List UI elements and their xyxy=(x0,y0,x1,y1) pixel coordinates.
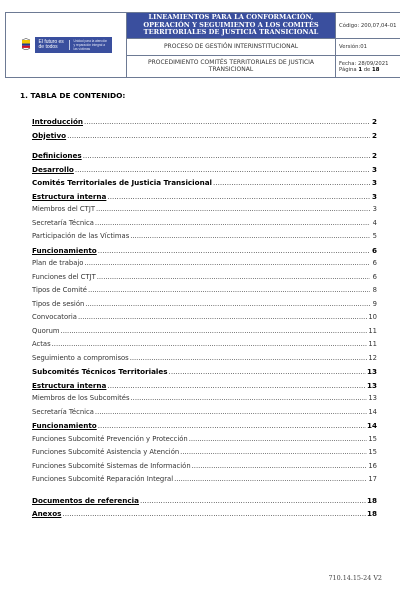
toc-page-number: 11 xyxy=(368,340,377,348)
toc-entry[interactable] xyxy=(32,394,377,408)
toc-entry[interactable] xyxy=(32,340,377,354)
toc-entry[interactable] xyxy=(32,246,377,260)
toc-entry[interactable] xyxy=(32,232,377,246)
toc-entry-title: Estructura interna xyxy=(32,380,107,390)
toc-dot-leader xyxy=(95,219,370,227)
toc-entry[interactable] xyxy=(32,117,377,131)
procedure-name: PROCEDIMIENTO COMITÉS TERRITORIALES DE JUSTICIA TRANSICIONAL xyxy=(127,56,336,78)
document-version: Versión:01 xyxy=(336,39,400,56)
toc-entry[interactable] xyxy=(32,286,377,300)
toc-entry[interactable] xyxy=(32,354,377,368)
toc-entry[interactable] xyxy=(32,408,377,422)
toc-dot-leader xyxy=(98,421,366,430)
toc-page-number: 18 xyxy=(366,495,377,505)
toc-entry[interactable] xyxy=(32,509,377,523)
toc-entry-title: Miembros de los Subcomités xyxy=(32,394,130,402)
document-header xyxy=(5,12,400,78)
toc-page-number: 3 xyxy=(372,205,377,213)
toc-dot-leader xyxy=(130,232,370,240)
toc-dot-leader xyxy=(84,117,370,126)
toc-entry-title: Funcionamiento xyxy=(32,245,97,255)
toc-page-number: 2 xyxy=(371,130,377,140)
document-code: Código: 200,07,04-01 xyxy=(336,13,400,39)
toc-entry[interactable] xyxy=(32,496,377,510)
toc-page-number: 6 xyxy=(372,272,377,281)
toc-page-number: 17 xyxy=(368,475,377,483)
toc-entry[interactable] xyxy=(32,178,377,192)
toc-entry-title: Secretaría Técnica xyxy=(32,407,94,416)
toc-entry-title: Funciones del CTJT xyxy=(32,272,96,281)
toc-entry-title: Quorum xyxy=(32,326,60,335)
toc-dot-leader xyxy=(98,246,370,255)
table-of-contents xyxy=(32,117,377,523)
toc-dot-leader xyxy=(75,165,370,174)
toc-dot-leader xyxy=(189,435,368,443)
toc-dot-leader xyxy=(96,205,370,213)
toc-page-number: 2 xyxy=(371,117,377,126)
colombia-crest-icon xyxy=(21,38,31,52)
toc-entry-title: Documentos de referencia xyxy=(32,495,139,505)
toc-entry[interactable] xyxy=(32,475,377,489)
toc-entry[interactable] xyxy=(32,367,377,381)
footer-code: 710.14.15-24 V2 xyxy=(328,574,382,582)
toc-entry-title: Definiciones xyxy=(32,151,82,160)
toc-entry[interactable] xyxy=(32,151,377,165)
toc-page-number: 8 xyxy=(372,286,377,294)
toc-dot-leader xyxy=(213,178,370,187)
toc-page-number: 4 xyxy=(372,218,377,227)
document-date: Fecha: 28/09/2021 xyxy=(339,60,389,67)
toc-dot-leader xyxy=(107,381,366,390)
logo-sub-text: Unidad para la atención y reparación integral a las víctimas xyxy=(73,39,108,51)
toc-entry[interactable] xyxy=(32,448,377,462)
toc-entry-title: Subcomités Técnicos Territoriales xyxy=(32,367,168,376)
toc-entry[interactable] xyxy=(32,219,377,233)
toc-page-number: 3 xyxy=(371,191,377,201)
toc-page-number: 3 xyxy=(371,178,377,187)
toc-entry-title: Funciones Subcomité Asistencia y Atención xyxy=(32,448,180,456)
toc-entry-title: Actas xyxy=(32,340,51,348)
toc-dot-leader xyxy=(83,151,370,160)
toc-entry-title: Funcionamiento xyxy=(32,421,97,430)
toc-dot-leader xyxy=(84,259,370,267)
toc-entry-title: Participación de las Víctimas xyxy=(32,232,130,240)
toc-page-number: 18 xyxy=(366,509,377,518)
toc-entry-title: Secretaría Técnica xyxy=(32,218,94,227)
toc-page-number: 5 xyxy=(372,232,377,240)
section-title: 1. TABLA DE CONTENIDO: xyxy=(20,91,126,100)
process-name: PROCESO DE GESTIÓN INTERINSTITUCIONAL xyxy=(127,39,336,56)
logo-divider xyxy=(69,40,70,50)
toc-entry-title: Introducción xyxy=(32,117,84,126)
toc-dot-leader xyxy=(180,448,367,456)
toc-dot-leader xyxy=(78,313,367,321)
toc-entry[interactable] xyxy=(32,300,377,314)
toc-dot-leader xyxy=(97,273,370,281)
toc-entry-title: Convocatoria xyxy=(32,313,77,321)
toc-entry[interactable] xyxy=(32,131,377,145)
page-indicator: Página 1 de 18 xyxy=(339,66,380,73)
logo-main-text: El futuro es de todos xyxy=(38,39,64,50)
toc-dot-leader xyxy=(62,509,366,518)
toc-dot-leader xyxy=(107,192,370,201)
toc-dot-leader xyxy=(174,475,367,483)
toc-dot-leader xyxy=(85,300,370,308)
toc-dot-leader xyxy=(61,327,368,335)
toc-page-number: 12 xyxy=(368,353,377,362)
logo-cell xyxy=(6,13,127,78)
toc-page-number: 10 xyxy=(368,313,377,321)
toc-entry[interactable] xyxy=(32,165,377,179)
toc-dot-leader xyxy=(88,286,370,294)
toc-dot-leader xyxy=(130,354,368,362)
toc-page-number: 13 xyxy=(366,367,377,376)
toc-page-number: 14 xyxy=(366,421,377,430)
toc-entry[interactable] xyxy=(32,192,377,206)
toc-entry-title: Anexos xyxy=(32,509,62,518)
toc-entry[interactable] xyxy=(32,259,377,273)
toc-entry-title: Funciones Subcomité Sistemas de Información xyxy=(32,461,191,470)
unit-logo xyxy=(35,37,112,53)
toc-entry[interactable] xyxy=(32,435,377,449)
toc-entry-title: Funciones Subcomité Reparación Integral xyxy=(32,475,174,483)
toc-entry[interactable] xyxy=(32,205,377,219)
toc-entry[interactable] xyxy=(32,273,377,287)
toc-page-number: 2 xyxy=(371,151,377,160)
toc-dot-leader xyxy=(192,462,368,470)
toc-entry[interactable] xyxy=(32,313,377,327)
toc-entry[interactable] xyxy=(32,462,377,476)
toc-entry[interactable] xyxy=(32,421,377,435)
toc-entry-title: Miembros del CTJT xyxy=(32,205,95,213)
toc-dot-leader xyxy=(52,340,368,348)
toc-dot-leader xyxy=(67,131,370,140)
toc-entry-title: Objetivo xyxy=(32,130,67,140)
toc-entry-title: Estructura interna xyxy=(32,191,107,201)
toc-page-number: 3 xyxy=(371,164,377,174)
toc-dot-leader xyxy=(169,367,366,376)
toc-page-number: 16 xyxy=(368,461,377,470)
toc-dot-leader xyxy=(140,496,366,505)
toc-dot-leader xyxy=(95,408,367,416)
toc-page-number: 13 xyxy=(368,394,377,402)
toc-page-number: 13 xyxy=(366,380,377,390)
toc-entry-title: Seguimiento a compromisos xyxy=(32,353,129,362)
toc-page-number: 6 xyxy=(372,259,377,267)
toc-page-number: 14 xyxy=(368,407,377,416)
toc-entry-title: Desarrollo xyxy=(32,164,74,174)
toc-page-number: 9 xyxy=(372,299,377,308)
toc-page-number: 6 xyxy=(371,245,377,255)
toc-entry[interactable] xyxy=(32,327,377,341)
toc-dot-leader xyxy=(131,394,368,402)
toc-entry-title: Tipos de sesión xyxy=(32,299,85,308)
toc-entry-title: Funciones Subcomité Prevención y Protección xyxy=(32,434,188,443)
toc-entry-title: Comités Territoriales de Justicia Transicional xyxy=(32,178,213,187)
toc-entry[interactable] xyxy=(32,381,377,395)
toc-page-number: 15 xyxy=(368,434,377,443)
document-title: LINEAMIENTOS PARA LA CONFORMACIÓN, OPERACIÓN Y SEGUIMIENTO A LOS COMITÉS TERRITORIALES DE JUSTICIA TRANSICIONAL xyxy=(127,13,336,39)
toc-page-number: 15 xyxy=(368,448,377,456)
date-page-cell xyxy=(336,56,400,78)
toc-page-number: 11 xyxy=(368,326,377,335)
toc-entry-title: Tipos de Comité xyxy=(32,286,87,294)
toc-entry-title: Plan de trabajo xyxy=(32,259,84,267)
